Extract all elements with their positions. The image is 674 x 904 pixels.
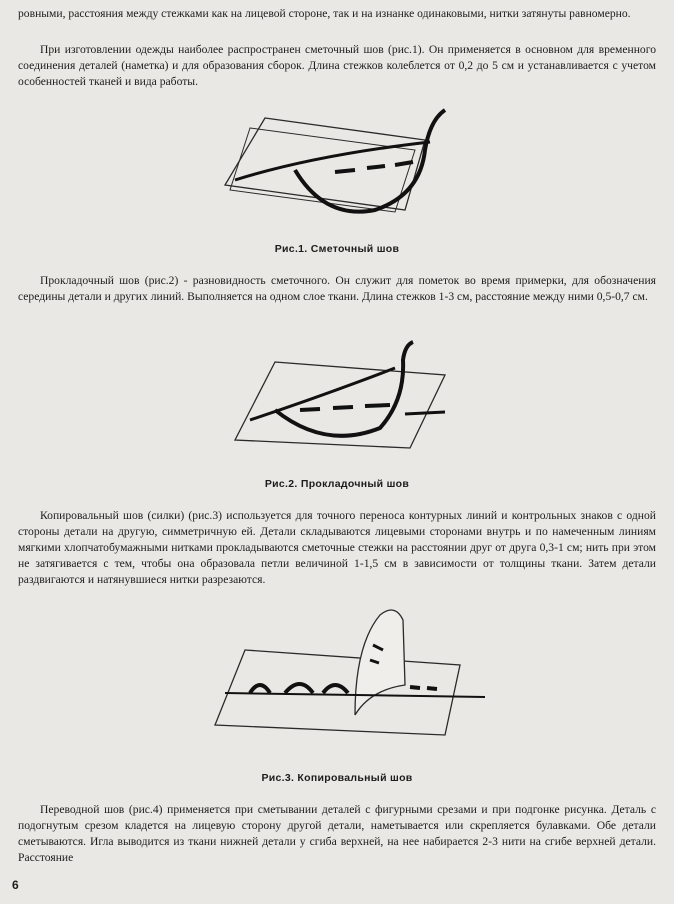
basting-stitch-text: При изготовлении одежды наиболее распространен сметочный шов (рис.1). Он применяется в основном для временного соединения деталей (наметка) и для образования сборок. Длина стежков колеблется от 0,2 до 5 см и устанавливается с учетом особенностей тканей и вида работы. bbox=[18, 43, 656, 88]
stitch-dash bbox=[300, 409, 320, 410]
tailor-tack-stitch-illustration bbox=[205, 605, 495, 745]
stitch-dash bbox=[427, 688, 437, 689]
figure-2-caption: Рис.2. Прокладочный шов bbox=[264, 478, 410, 490]
stitch-dash bbox=[333, 407, 353, 408]
thread-tail bbox=[405, 412, 445, 414]
thread-line bbox=[250, 368, 395, 420]
tacking-stitch-illustration bbox=[215, 340, 465, 460]
tailor-tacks-paragraph bbox=[18, 508, 656, 588]
stitch-dash bbox=[335, 170, 355, 172]
thread-loop bbox=[323, 685, 348, 693]
intro-continuation-text: ровными, расстояния между стежками как на лицевой стороне, так и на изнанке одинаковыми, нитки затянуты равномерно. bbox=[18, 7, 631, 20]
stitch-dash bbox=[365, 405, 390, 406]
stitch-dash bbox=[367, 166, 385, 168]
thread-loop bbox=[275, 342, 413, 436]
figure-3-caption: Рис.3. Копировальный шов bbox=[261, 772, 413, 784]
page-number: 6 bbox=[12, 878, 19, 892]
transfer-stitch-paragraph bbox=[18, 802, 656, 866]
tacking-stitch-text: Прокладочный шов (рис.2) - разновидность сметочного. Он служит для пометок во время примерки, для обозначения середины детали и других линий. Выполняется на одном слое ткани. Длина стежков 1-3 см, расстояние между ними 0,5-0,7 см. bbox=[18, 274, 656, 303]
basting-stitch-paragraph bbox=[18, 42, 656, 90]
thread-loop bbox=[285, 684, 313, 693]
thread-loop bbox=[250, 685, 270, 693]
intro-continuation-paragraph bbox=[18, 6, 656, 22]
basting-stitch-illustration bbox=[215, 100, 465, 230]
fabric-upper-piece-folded bbox=[355, 610, 405, 715]
tacking-stitch-paragraph bbox=[18, 273, 656, 305]
stitch-dash bbox=[410, 687, 420, 688]
tailor-tacks-text: Копировальный шов (силки) (рис.3) используется для точного переноса контурных линий и контрольных знаков с одной стороны детали на другую, симметричную ей. Детали складываются лицевыми сторонами внутрь и по намеченным линиям мягкими хлопчатобумажными нитками прокладываются сметочные стежки на расстоянии друг от друга 0,3-1 см; нить при этом не затягивается с тем, чтобы она образовала петли величиной 1-1,5 см в зависимости от толщины ткани. Затем детали раздвигаются и натянувшиеся нитки разрезаются. bbox=[18, 509, 656, 586]
figure-1-caption: Рис.1. Сметочный шов bbox=[274, 243, 400, 255]
transfer-stitch-text: Переводной шов (рис.4) применяется при сметывании деталей с фигурными срезами и при подгонке рисунка. Деталь с подогнутым срезом кладется на лицевую сторону другой детали, наметывается или скрепляется булавками. Обе детали сметываются. Игла выводится из ткани нижней детали у сгиба верхней, на нее набирается 2-3 нити на сгибе верхней детали. Расстояние bbox=[18, 803, 656, 864]
